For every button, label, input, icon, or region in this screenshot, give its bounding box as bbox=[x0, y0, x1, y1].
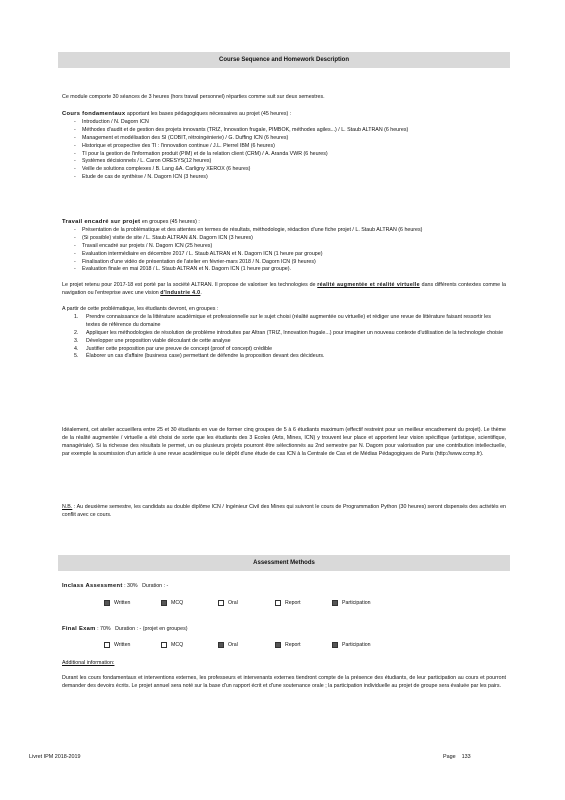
additional-paragraph: Durant les cours fondamentaux et interventions externes, les professeurs et intervenants externes tiendront compte de la présence des étudiants, de leur participation au cours et pourront demander des devoirs écrits. Le projet annuel sera noté sur la base d'un rapport écrit et d'une soutenance orale ; la participation individuelle au projet de groupe sera évaluée par les pairs. bbox=[62, 675, 506, 689]
footer-page: Page 133 bbox=[443, 754, 471, 760]
list-item: - Finalisation d'une vidéo de présentation de l'atelier en février-mars 2018 / N. Dagorn ICN (9 heures) bbox=[74, 258, 316, 265]
final-line: Final Exam : 70% Duration : - (projet en groupes) bbox=[62, 626, 188, 632]
list-item: - Historique et prospective des TI : l'innovation continue / J.L. Pierrel IBM (6 heures) bbox=[74, 142, 275, 149]
checkbox-icon bbox=[332, 642, 338, 648]
list-item: 5. Élaborer un cas d'affaire (business case) permettant de défendre la proposition devant des décideurs. bbox=[74, 353, 325, 360]
intro-paragraph: Ce module comporte 30 séances de 3 heures (hors travail personnel) réparties comme suit sur deux semestres. bbox=[62, 94, 325, 100]
list-item: - TI pour la gestion de l'information produit (PIM) et de la relation client (CRM) / A. Aranda VWR (6 heures) bbox=[74, 150, 328, 157]
nb-label: N.B. bbox=[62, 504, 73, 510]
checkbox-icon bbox=[161, 600, 167, 606]
checkbox-icon bbox=[275, 642, 281, 648]
highlight-industrie: d'Industrie 4.0 bbox=[160, 289, 201, 296]
list-item: - Evaluation finale en mai 2018 / L. Staub ALTRAN et N. Dagorn ICN (1 heure par groupe). bbox=[74, 266, 291, 273]
list-item: - (Si possible) visite de site / L. Staub ALTRAN &N. Dagorn ICN (3 heures) bbox=[74, 234, 253, 241]
additional-label: Additional information: bbox=[62, 660, 115, 666]
highlight-ar-vr: réalité augmentée et réalité virtuelle bbox=[317, 282, 420, 288]
apartir-line: A partir de cette problématique, les étudiants devront, en groupes : bbox=[62, 306, 219, 312]
inclass-section bbox=[62, 583, 506, 607]
projet-steps bbox=[62, 314, 506, 361]
cours-section bbox=[62, 111, 506, 182]
option-mcq[interactable]: MCQ bbox=[161, 599, 218, 607]
checkbox-icon bbox=[218, 642, 224, 648]
option-written[interactable]: Written bbox=[104, 599, 161, 607]
travail-section bbox=[62, 219, 506, 274]
checkbox-icon bbox=[104, 642, 110, 648]
list-item: 4. Justifier cette proposition par une preuve de concept (proof of concept) crédible bbox=[74, 345, 273, 352]
ideal-paragraph: Idéalement, cet atelier accueillera entre 25 et 30 étudiants en vue de former cinq groupes de 5 à 6 étudiants maximum (effectif restreint pour un meilleur encadrement du projet). Le thème de la réalité augmentée / virtuelle a été choisi de sorte que les étudiants des 3 Ecoles (Arts, Mines, ICN) y trouvent leur place et apportent leur vision spécifique (artistique, scientifique, managériale). Si la richesse des résultats le permet, un ou plusieurs projets pourront être sélectionnés au 2nd semestre par N. Dagorn pour valorisation par une contribution intellectuelle, par exemple la soumission d'un article à une revue académique ou le dépôt d'une étude de cas ICN à la Centrale de Cas et de Médias Pédagogiques de Paris (http://www.ccmp.fr). bbox=[62, 427, 506, 457]
cours-heading-line bbox=[62, 111, 506, 119]
option-mcq[interactable]: MCQ bbox=[161, 641, 218, 649]
final-options bbox=[104, 641, 506, 649]
projet-steps-section bbox=[62, 306, 506, 361]
list-item: 2. Appliquer les méthodologies de résolution de problème introduites par Altran (TRIZ, Innovation frugale...) pour imaginer un nouveau contexte d'utilisation de la technologie choisie bbox=[74, 329, 504, 336]
checkbox-icon bbox=[218, 600, 224, 606]
final-title: Final Exam bbox=[62, 626, 96, 632]
list-item: - Travail encadré sur projets / N. Dagorn ICN (25 heures) bbox=[74, 242, 213, 249]
travail-heading-line bbox=[62, 219, 506, 227]
inclass-options bbox=[104, 599, 506, 607]
checkbox-icon bbox=[161, 642, 167, 648]
list-item: - Introduction / N. Dagorn ICN bbox=[74, 118, 149, 125]
list-item: - Systèmes décisionnels / L. Caron ORESYS(12 heures) bbox=[74, 158, 212, 165]
list-item: - Evaluation intermédiaire en décembre 2017 / L. Staub ALTRAN et N. Dagorn ICN (1 heure par groupe) bbox=[74, 250, 323, 257]
nb-paragraph: N.B. : Au deuxième semestre, les candidats au double diplôme ICN / Ingénieur Civil des Mines qui suivront le cours de Programmation Python (30 heures) seront dispensés des activités en conflit avec ce cours. bbox=[62, 504, 506, 518]
travail-list bbox=[62, 227, 506, 274]
projet-paragraph: Le projet retenu pour 2017-18 est porté par la société ALTRAN. Il propose de valoriser les technologies de réalité augmentée et réalité virtuelle dans différents contextes comme la navigation ou l'entreprise avec une vision d'Industrie 4.0. bbox=[62, 282, 506, 296]
checkbox-icon bbox=[275, 600, 281, 606]
list-item: - Méthodes d'audit et de gestion des projets innovants (TRIZ, Innovation frugale, PIMBOK, méthodes agiles...) / L. Staub ALTRAN (6 heures) bbox=[74, 126, 409, 133]
cours-heading: Cours fondamentaux bbox=[62, 111, 126, 117]
checkbox-icon bbox=[332, 600, 338, 606]
option-written[interactable]: Written bbox=[104, 641, 161, 649]
option-oral[interactable]: Oral bbox=[218, 599, 275, 607]
inclass-line: Inclass Assessment : 30% Duration : - bbox=[62, 583, 169, 589]
travail-heading: Travail encadré sur projet bbox=[62, 219, 141, 225]
inclass-title: Inclass Assessment bbox=[62, 583, 123, 589]
option-participation[interactable]: Participation bbox=[332, 641, 389, 649]
footer-left: Livret IPM 2018-2019 bbox=[29, 754, 81, 760]
cours-list bbox=[62, 119, 506, 182]
list-item: - Veille de solutions complexes / B. Lang &A. Carligny XEROX (6 heures) bbox=[74, 166, 251, 173]
page-number: 133 bbox=[461, 754, 471, 760]
option-oral[interactable]: Oral bbox=[218, 641, 275, 649]
option-report[interactable]: Report bbox=[275, 641, 332, 649]
list-item: - Management et modélisation des SI (COBIT, rétroingénierie) / G. Duffing ICN (6 heures) bbox=[74, 134, 289, 141]
list-item: - Présentation de la problématique et des attentes en termes de résultats, méthodologie, rédaction d'une fiche projet / L. Staub ALTRAN (6 heures) bbox=[74, 226, 423, 233]
option-report[interactable]: Report bbox=[275, 599, 332, 607]
list-item: 3. Développer une proposition viable découlant de cette analyse bbox=[74, 337, 231, 344]
final-section bbox=[62, 626, 506, 649]
option-participation[interactable]: Participation bbox=[332, 599, 389, 607]
cours-heading-rest: apportant les bases pédagogiques nécessaires au projet (45 heures) : bbox=[126, 111, 292, 117]
assessment-header: Assessment Methods bbox=[58, 555, 510, 571]
course-sequence-header: Course Sequence and Homework Description bbox=[58, 52, 510, 68]
travail-heading-rest: en groupes (45 heures) : bbox=[141, 219, 200, 225]
checkbox-icon bbox=[104, 600, 110, 606]
list-item: 1. Prendre connaissance de la littérature académique et professionnelle sur le sujet choisi (réalité augmentée ou virtuelle) et rédiger une revue de littérature faisant ressortir les textes de référence du domaine bbox=[74, 313, 491, 328]
list-item: - Etude de cas de synthèse / N. Dagorn ICN (3 heures) bbox=[74, 174, 208, 181]
